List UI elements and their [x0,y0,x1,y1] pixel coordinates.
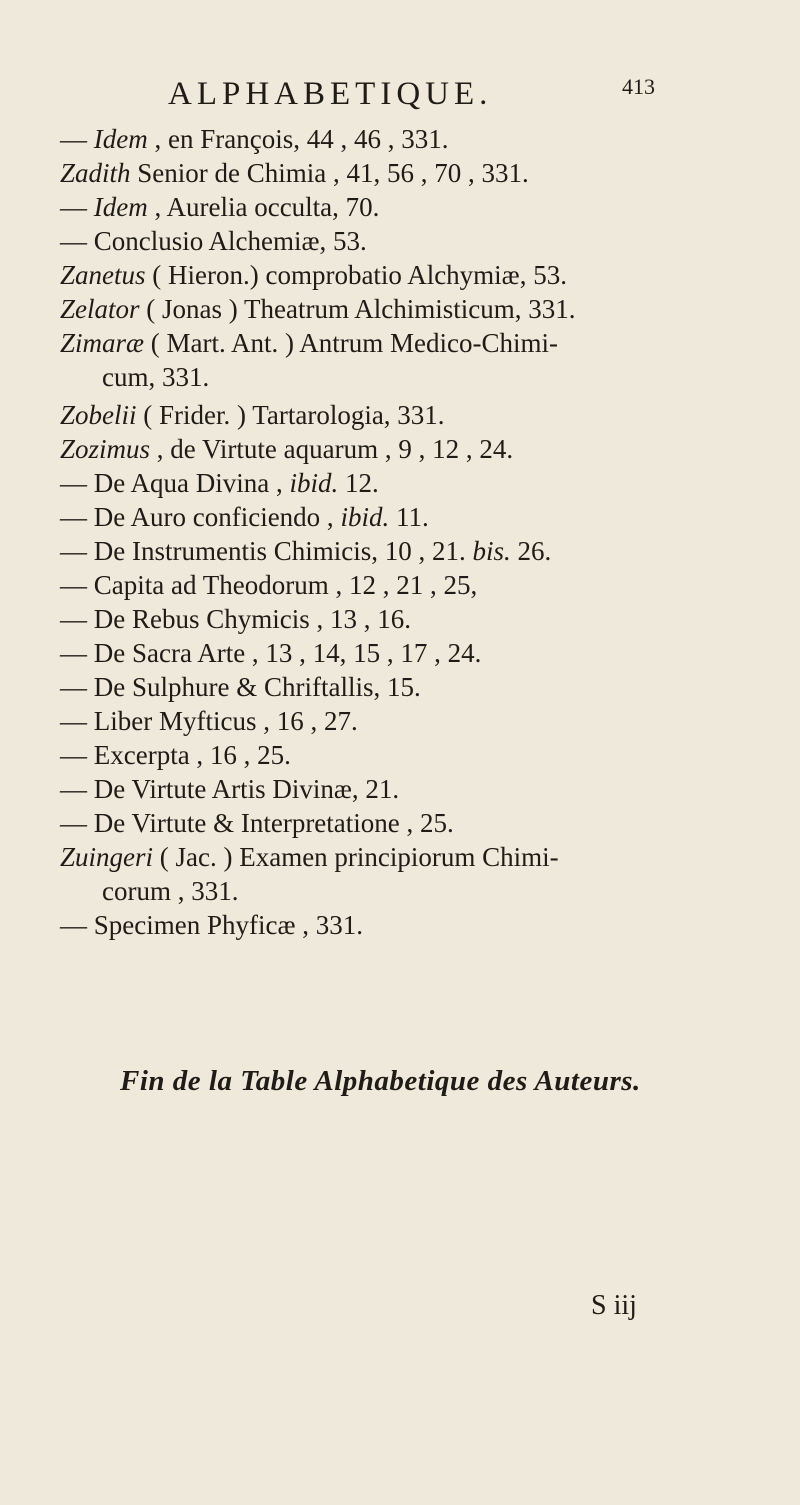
dash-prefix: — [60,570,87,600]
dash-prefix: — [60,502,87,532]
author-name: Zozimus [60,434,151,464]
entry-italic: bis. [472,536,511,566]
entry-text: , Aurelia occulta, 70. [147,192,380,222]
signature-mark: S iij [591,1290,637,1321]
entry-tail: 12. [338,468,379,498]
entry-text: corum , 331. [102,876,239,906]
entry-text: Capita ad Theodorum , 12 , 21 , 25, [87,570,478,600]
dash-prefix: — [60,740,87,770]
entry-italic: ibid. [340,502,390,532]
entry-tail: 26. [510,536,552,566]
running-header [0,72,800,116]
author-name: Zuingeri [60,842,154,872]
dash-prefix: — [60,774,87,804]
index-entry [60,190,379,224]
author-name: Zobelii [60,400,137,430]
index-entry [60,636,481,670]
index-entry [60,224,367,258]
index-entry-continuation [102,874,238,908]
dash-prefix: — [60,706,87,736]
entry-text: cum, 331. [102,362,210,392]
author-name: Idem [93,192,148,222]
header-title: ALPHABETIQUE. [168,76,493,112]
entry-text: Specimen Phyficæ , 331. [87,910,363,940]
entry-text: , de Virtute aquarum , 9 , 12 , 24. [150,434,514,464]
entry-text: De Sacra Arte , 13 , 14, 15 , 17 , 24. [87,638,482,668]
index-entry [60,466,379,500]
index-entry [60,122,448,156]
dash-prefix: — [60,910,87,940]
dash-prefix: — [60,638,87,668]
index-entry [60,908,363,942]
author-name: Idem [93,124,148,154]
entry-text: ( Hieron.) comprobatio Alchymiæ, 53. [145,260,567,290]
dash-prefix: — [60,124,87,154]
index-entry [60,602,411,636]
author-name: Zadith [60,158,131,188]
end-of-table-note: Fin de la Table Alphabetique des Auteurs. [120,1065,641,1097]
entry-text: Excerpta , 16 , 25. [87,740,291,770]
index-entry [60,500,429,534]
index-entry [60,704,358,738]
dash-prefix: — [60,604,87,634]
entry-text: Conclusio Alchemiæ, 53. [87,226,367,256]
entry-text: De Virtute Artis Divinæ, 21. [87,774,400,804]
entry-text: Senior de Chimia , 41, 56 , 70 , 331. [130,158,529,188]
page-number: 413 [622,74,655,99]
dash-prefix: — [60,226,87,256]
index-entry [60,326,558,360]
index-entry [60,432,513,466]
index-entry [60,738,291,772]
entry-text: De Virtute & Interpretatione , 25. [87,808,454,838]
index-entry [60,840,559,874]
index-entry [60,568,477,602]
index-entry-continuation [102,360,209,394]
entry-text: De Rebus Chymicis , 13 , 16. [87,604,411,634]
author-name: Zelator [60,294,140,324]
dash-prefix: — [60,672,87,702]
dash-prefix: — [60,536,87,566]
entry-text: De Instrumentis Chimicis, 10 , 21. [87,536,473,566]
index-entry [60,258,567,292]
entry-italic: ibid. [289,468,339,498]
entry-tail: 11. [389,502,429,532]
author-name: Zimaræ [60,328,145,358]
index-entry [60,806,454,840]
entry-text: De Aqua Divina , [87,468,290,498]
index-entry [60,156,529,190]
entry-text: ( Jonas ) Theatrum Alchimisticum, 331. [139,294,576,324]
author-name: Zanetus [60,260,146,290]
index-entry [60,292,575,326]
entry-text: , en François, 44 , 46 , 331. [147,124,449,154]
dash-prefix: — [60,808,87,838]
entry-text: ( Frider. ) Tartarologia, 331. [136,400,445,430]
index-entry [60,772,399,806]
dash-prefix: — [60,192,87,222]
entry-text: ( Jac. ) Examen principiorum Chimi- [153,842,559,872]
entry-text: De Auro conficiendo , [87,502,341,532]
entry-text: De Sulphure & Chriftallis, 15. [87,672,421,702]
index-entry [60,534,551,568]
dash-prefix: — [60,468,87,498]
entry-text: ( Mart. Ant. ) Antrum Medico-Chimi- [144,328,558,358]
entry-text: Liber Myfticus , 16 , 27. [87,706,358,736]
index-entry [60,398,445,432]
index-entry [60,670,421,704]
